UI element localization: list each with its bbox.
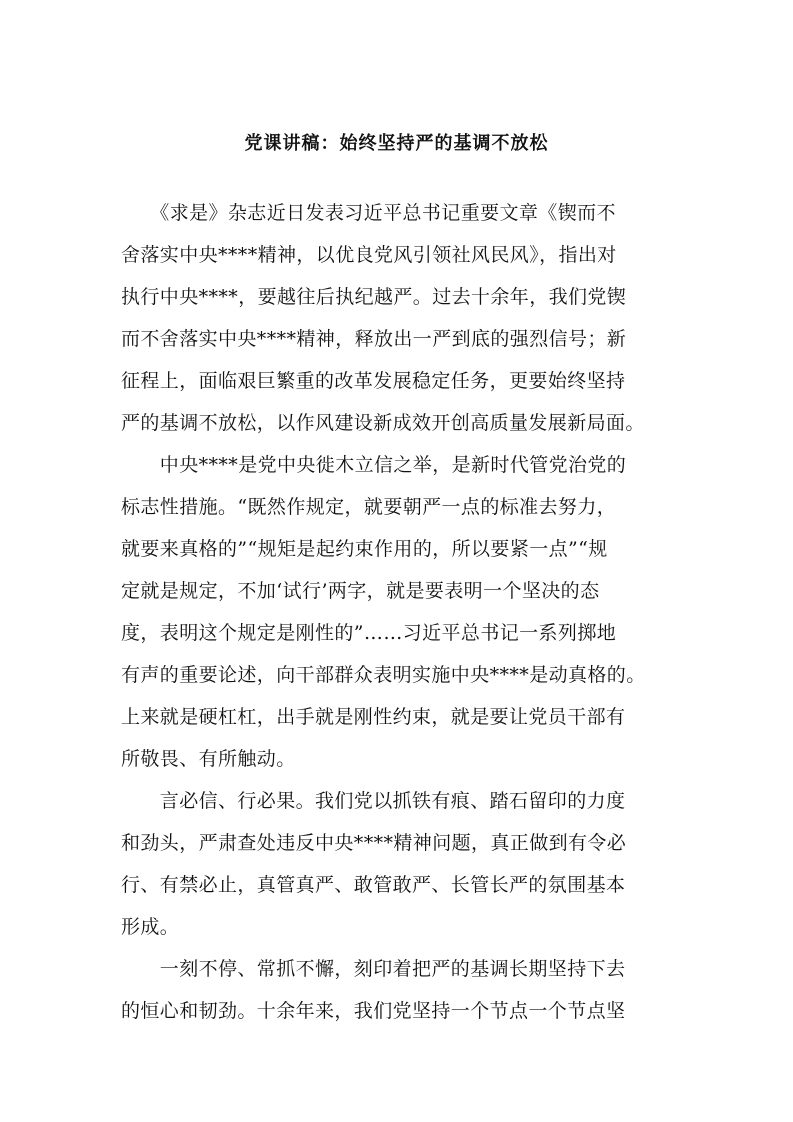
text-line-8: 标志性措施。“既然作规定，就要朝严一点的标准去努力， <box>121 496 617 518</box>
text-line-15: 言必信、行必果。我们党以抓铁有痕、踏石留印的力度 <box>121 790 626 812</box>
text-line-12: 有声的重要论述，向干部群众表明实施中央****是动真格的。 <box>121 664 646 686</box>
text-line-6: 严的基调不放松，以作风建设新成效开创高质量发展新局面。 <box>121 412 645 434</box>
text-line-5: 征程上，面临艰巨繁重的改革发展稳定任务，更要始终坚持 <box>121 370 626 392</box>
text-line-11: 度，表明这个规定是刚性的”……习近平总书记一系列掷地 <box>121 622 617 644</box>
text-line-16: 和劲头，严肃查处违反中央****精神问题，真正做到有令必 <box>121 832 627 854</box>
text-line-18: 形成。 <box>121 916 180 938</box>
text-line-2: 舍落实中央****精神，以优良党风引领社风民风》，指出对 <box>121 244 617 266</box>
text-line-9: 就要来真格的”“规矩是起约束作用的，所以要紧一点”“规 <box>121 538 608 560</box>
text-line-17: 行、有禁必止，真管真严、敢管敢严、长管长严的氛围基本 <box>121 874 626 896</box>
text-line-14: 所敬畏、有所触动。 <box>121 748 296 770</box>
text-line-20: 的恒心和韧劲。十余年来，我们党坚持一个节点一个节点坚 <box>121 1000 626 1022</box>
text-line-13: 上来就是硬杠杠，出手就是刚性约束，就是要让党员干部有 <box>121 706 626 728</box>
text-line-19: 一刻不停、常抓不懈，刻印着把严的基调长期坚持下去 <box>121 958 626 980</box>
document-title: 党课讲稿：始终坚持严的基调不放松 <box>244 133 549 154</box>
text-line-7: 中央****是党中央徙木立信之举，是新时代管党治党的 <box>121 454 627 476</box>
text-line-10: 定就是规定，不加‘试行’两字，就是要表明一个坚决的态 <box>121 580 600 602</box>
text-line-3: 执行中央****，要越往后执纪越严。过去十余年，我们党锲 <box>121 286 627 308</box>
text-line-1: 《求是》杂志近日发表习近平总书记重要文章《锲而不 <box>121 202 616 224</box>
text-line-4: 而不舍落实中央****精神，释放出一严到底的强烈信号；新 <box>121 328 627 350</box>
